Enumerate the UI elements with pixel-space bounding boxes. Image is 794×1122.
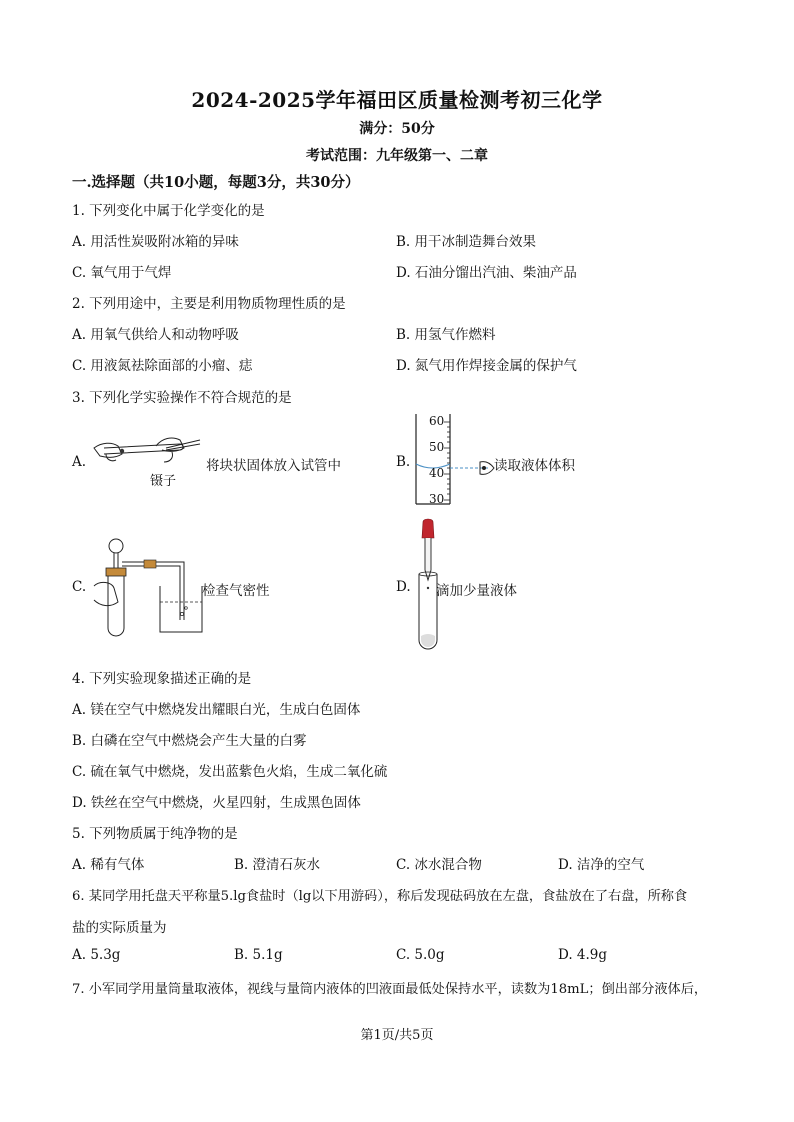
q6-stem-line2: 盐的实际质量为 [72, 920, 167, 936]
q3-option-d-caption: 滴加少量液体 [436, 583, 517, 599]
q2-option-c: C. 用液氮祛除面部的小瘤、痣 [72, 358, 253, 374]
q4-stem: 4. 下列实验现象描述正确的是 [72, 671, 252, 687]
page-number: 第1页/共5页 [360, 1028, 434, 1043]
graduated-cylinder-diagram [410, 412, 500, 508]
airtightness-apparatus-diagram [90, 536, 202, 638]
cylinder-tick-40: 40 [429, 466, 445, 480]
q3-option-d-letter: D. [396, 579, 411, 595]
q1-option-a: A. 用活性炭吸附冰箱的异味 [72, 234, 239, 250]
q6-option-d: D. 4.9g [558, 947, 608, 963]
q4-option-d: D. 铁丝在空气中燃烧，火星四射，生成黑色固体 [72, 795, 361, 811]
q3-option-b-caption: 读取液体体积 [494, 458, 575, 474]
cylinder-tick-60: 60 [429, 414, 445, 428]
q5-option-b: B. 澄清石灰水 [234, 857, 321, 873]
q1-option-b: B. 用干冰制造舞台效果 [396, 234, 537, 250]
q6-option-a: A. 5.3g [72, 947, 121, 963]
q3-option-a-letter: A. [72, 454, 87, 470]
q4-option-a: A. 镁在空气中燃烧发出耀眼白光，生成白色固体 [72, 702, 361, 718]
q6-option-b: B. 5.1g [234, 947, 283, 963]
section-title: 一.选择题（共10小题，每题3分，共30分） [72, 174, 360, 191]
q5-option-d: D. 洁净的空气 [558, 857, 645, 873]
cylinder-tick-50: 50 [429, 440, 445, 454]
q5-option-c: C. 冰水混合物 [396, 857, 482, 873]
q2-stem: 2. 下列用途中，主要是利用物质物理性质的是 [72, 296, 346, 312]
q3-stem: 3. 下列化学实验操作不符合规范的是 [72, 390, 292, 406]
q3-option-c-caption: 检查气密性 [202, 583, 270, 599]
q4-option-b: B. 白磷在空气中燃烧会产生大量的白雾 [72, 733, 307, 749]
q6-option-c: C. 5.0g [396, 947, 445, 963]
q1-option-c: C. 氧气用于气焊 [72, 265, 172, 281]
exam-title: 2024-2025学年福田区质量检测考初三化学 [191, 88, 603, 112]
q1-option-d: D. 石油分馏出汽油、柴油产品 [396, 265, 577, 281]
q2-option-a: A. 用氧气供给人和动物呼吸 [72, 327, 239, 343]
full-score: 满分：50分 [359, 121, 435, 137]
q2-option-b: B. 用氢气作燃料 [396, 327, 496, 343]
q4-option-c: C. 硫在氧气中燃烧，发出蓝紫色火焰，生成二氧化硫 [72, 764, 388, 780]
q7-stem-line1: 7. 小军同学用量筒量取液体，视线与量筒内液体的凹液面最低处保持水平，读数为18mL；倒出部分液体后， [72, 982, 708, 997]
q3-option-c-letter: C. [72, 579, 87, 595]
q5-option-a: A. 稀有气体 [72, 857, 145, 873]
q2-option-d: D. 氮气用作焊接金属的保护气 [396, 358, 577, 374]
q3-option-a-caption: 将块状固体放入试管中 [206, 458, 341, 474]
q5-stem: 5. 下列物质属于纯净物的是 [72, 826, 238, 842]
tweezers-test-tube-diagram [92, 432, 204, 484]
tweezers-label: 镊子 [150, 474, 177, 489]
q1-stem: 1. 下列变化中属于化学变化的是 [72, 203, 265, 219]
exam-scope: 考试范围：九年级第一、二章 [306, 148, 488, 164]
q6-stem-line1: 6. 某同学用托盘天平称量5.lg食盐时（lg以下用游码），称后发现砝码放在左盘，食盐放在了右盘，所称食 [72, 889, 688, 904]
q3-option-b-letter: B. [396, 454, 411, 470]
cylinder-tick-30: 30 [429, 492, 445, 506]
